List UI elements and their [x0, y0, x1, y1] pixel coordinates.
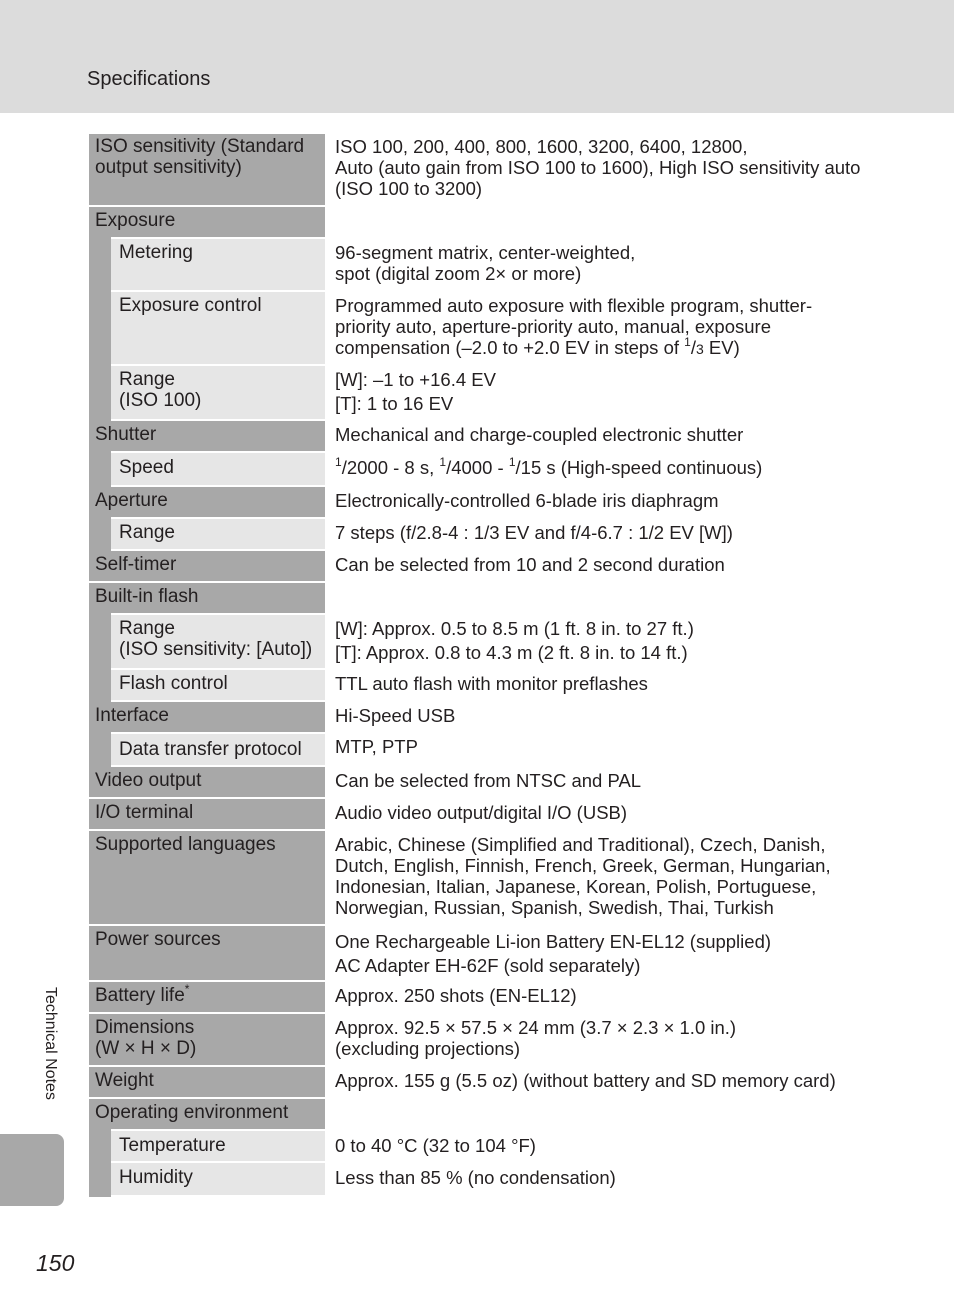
spec-row-power-sources — [89, 926, 869, 980]
spec-row-exposure-range — [89, 366, 869, 419]
spec-value: Mechanical and charge-coupled electronic shutter — [335, 424, 744, 445]
spec-value: 7 steps (f/2.8-4 : 1/3 EV and f/4-6.7 : 1/2 EV [W]) — [335, 522, 733, 543]
spec-label: Video output — [89, 767, 325, 797]
spec-value: $^1$/2000 - 8 s, $^1$/4000 - $^1$/15 s (High-speed continuous) — [335, 455, 763, 478]
section-tab-marker — [0, 1134, 64, 1206]
spec-value: Electronically-controlled 6-blade iris diaphragm — [335, 490, 719, 511]
spec-row-io-terminal — [89, 799, 869, 829]
spec-label: Operating environment — [89, 1099, 325, 1129]
spec-row-iso-sensitivity — [89, 134, 869, 205]
spec-label: Flash control — [111, 670, 325, 700]
spec-label: Range — [111, 519, 325, 549]
spec-row-shutter — [89, 421, 869, 451]
spec-value: 96-segment matrix, center-weighted, spot (digital zoom 2× or more) — [335, 242, 636, 284]
spec-row-humidity — [89, 1163, 869, 1195]
page-header — [0, 0, 954, 113]
spec-label: Self-timer — [89, 551, 325, 581]
spec-label: Battery life* — [89, 982, 325, 1012]
page-number: 150 — [36, 1250, 75, 1276]
spec-label: Data transfer protocol — [111, 734, 325, 765]
spec-value: Less than 85 % (no condensation) — [335, 1167, 616, 1188]
specifications-table — [89, 134, 869, 1197]
spec-value: One Rechargeable Li-ion Battery EN-EL12 (supplied) AC Adapter EH-62F (sold separately) — [335, 931, 772, 976]
spec-value: TTL auto flash with monitor preflashes — [335, 673, 648, 694]
spec-value: Arabic, Chinese (Simplified and Traditional), Czech, Danish, Dutch, English, Finnish, French, Greek, German, Hungarian, Indonesian, Italian, Japanese, Korean, Polish, Portuguese, Norwegian, Russian, Spanish, Swedish, Thai, Turkish — [335, 834, 831, 918]
spec-label: Exposure — [89, 207, 325, 237]
spec-row-exposure-control — [89, 292, 869, 364]
spec-value: Approx. 92.5 × 57.5 × 24 mm (3.7 × 2.3 × 1.0 in.) (excluding projections) — [335, 1017, 737, 1059]
spec-row-aperture-range — [89, 519, 869, 549]
spec-value — [325, 1099, 869, 1129]
spec-row-flash-range — [89, 615, 869, 668]
spec-label: Range (ISO 100) — [111, 366, 325, 419]
spec-value: [W]: Approx. 0.5 to 8.5 m (1 ft. 8 in. to 27 ft.) [T]: Approx. 0.8 to 4.3 m (2 ft. 8 in. to 14 ft.) — [335, 618, 694, 663]
spec-label: Built-in flash — [89, 583, 325, 613]
spec-value: ISO 100, 200, 400, 800, 1600, 3200, 6400, 12800, Auto (auto gain from ISO 100 to 1600), High ISO sensitivity auto (ISO 100 to 3200) — [335, 136, 861, 199]
spec-value — [325, 583, 869, 613]
spec-label: Metering — [111, 239, 325, 290]
spec-row-metering — [89, 239, 869, 290]
spec-value: MTP, PTP — [335, 736, 418, 757]
spec-row-aperture — [89, 487, 869, 517]
spec-label: Supported languages — [89, 831, 325, 924]
footnote-marker: * — [184, 982, 190, 996]
spec-value: Can be selected from NTSC and PAL — [335, 770, 642, 791]
spec-row-data-transfer-protocol — [89, 734, 869, 765]
spec-row-built-in-flash — [89, 583, 869, 613]
spec-row-battery-life — [89, 982, 869, 1012]
spec-value: 0 to 40 °C (32 to 104 °F) — [335, 1135, 536, 1156]
spec-value: Hi-Speed USB — [335, 705, 456, 726]
spec-label: Speed — [111, 453, 325, 485]
spec-row-video-output — [89, 767, 869, 797]
spec-value: Approx. 155 g (5.5 oz) (without battery and SD memory card) — [335, 1070, 836, 1091]
spec-label: Dimensions (W × H × D) — [89, 1014, 325, 1065]
spec-value: Audio video output/digital I/O (USB) — [335, 802, 628, 823]
spec-row-interface — [89, 702, 869, 732]
spec-label: Temperature — [111, 1131, 325, 1161]
spec-label: Range (ISO sensitivity: [Auto]) — [111, 615, 325, 668]
spec-row-self-timer — [89, 551, 869, 581]
spec-value: Approx. 250 shots (EN-EL12) — [335, 985, 577, 1006]
spec-row-weight — [89, 1067, 869, 1097]
spec-label: Exposure control — [111, 292, 325, 364]
spec-label: Humidity — [111, 1163, 325, 1195]
spec-row-supported-languages — [89, 831, 869, 924]
spec-label: ISO sensitivity (Standard output sensitivity) — [89, 134, 325, 205]
spec-row-flash-control — [89, 670, 869, 700]
spec-label: Aperture — [89, 487, 325, 517]
spec-value: Can be selected from 10 and 2 second duration — [335, 554, 725, 575]
section-side-label: Technical Notes — [42, 987, 59, 1100]
spec-value — [325, 207, 869, 237]
spec-row-temperature — [89, 1131, 869, 1161]
spec-label: I/O terminal — [89, 799, 325, 829]
spec-label: Weight — [89, 1067, 325, 1097]
spec-row-dimensions — [89, 1014, 869, 1065]
spec-label: Power sources — [89, 926, 325, 980]
spec-value: [W]: –1 to +16.4 EV [T]: 1 to 16 EV — [335, 369, 496, 414]
spec-row-exposure — [89, 207, 869, 237]
page-title: Specifications — [87, 68, 211, 90]
spec-label: Interface — [89, 702, 325, 732]
spec-label: Shutter — [89, 421, 325, 451]
spec-row-operating-environment — [89, 1099, 869, 1129]
spec-row-shutter-speed — [89, 453, 869, 485]
spec-value: Programmed auto exposure with flexible program, shutter- priority auto, aperture-priority auto, manual, exposure compensation (–2.0 to +2.0 EV in steps of $^1$/3 EV) — [335, 295, 813, 358]
